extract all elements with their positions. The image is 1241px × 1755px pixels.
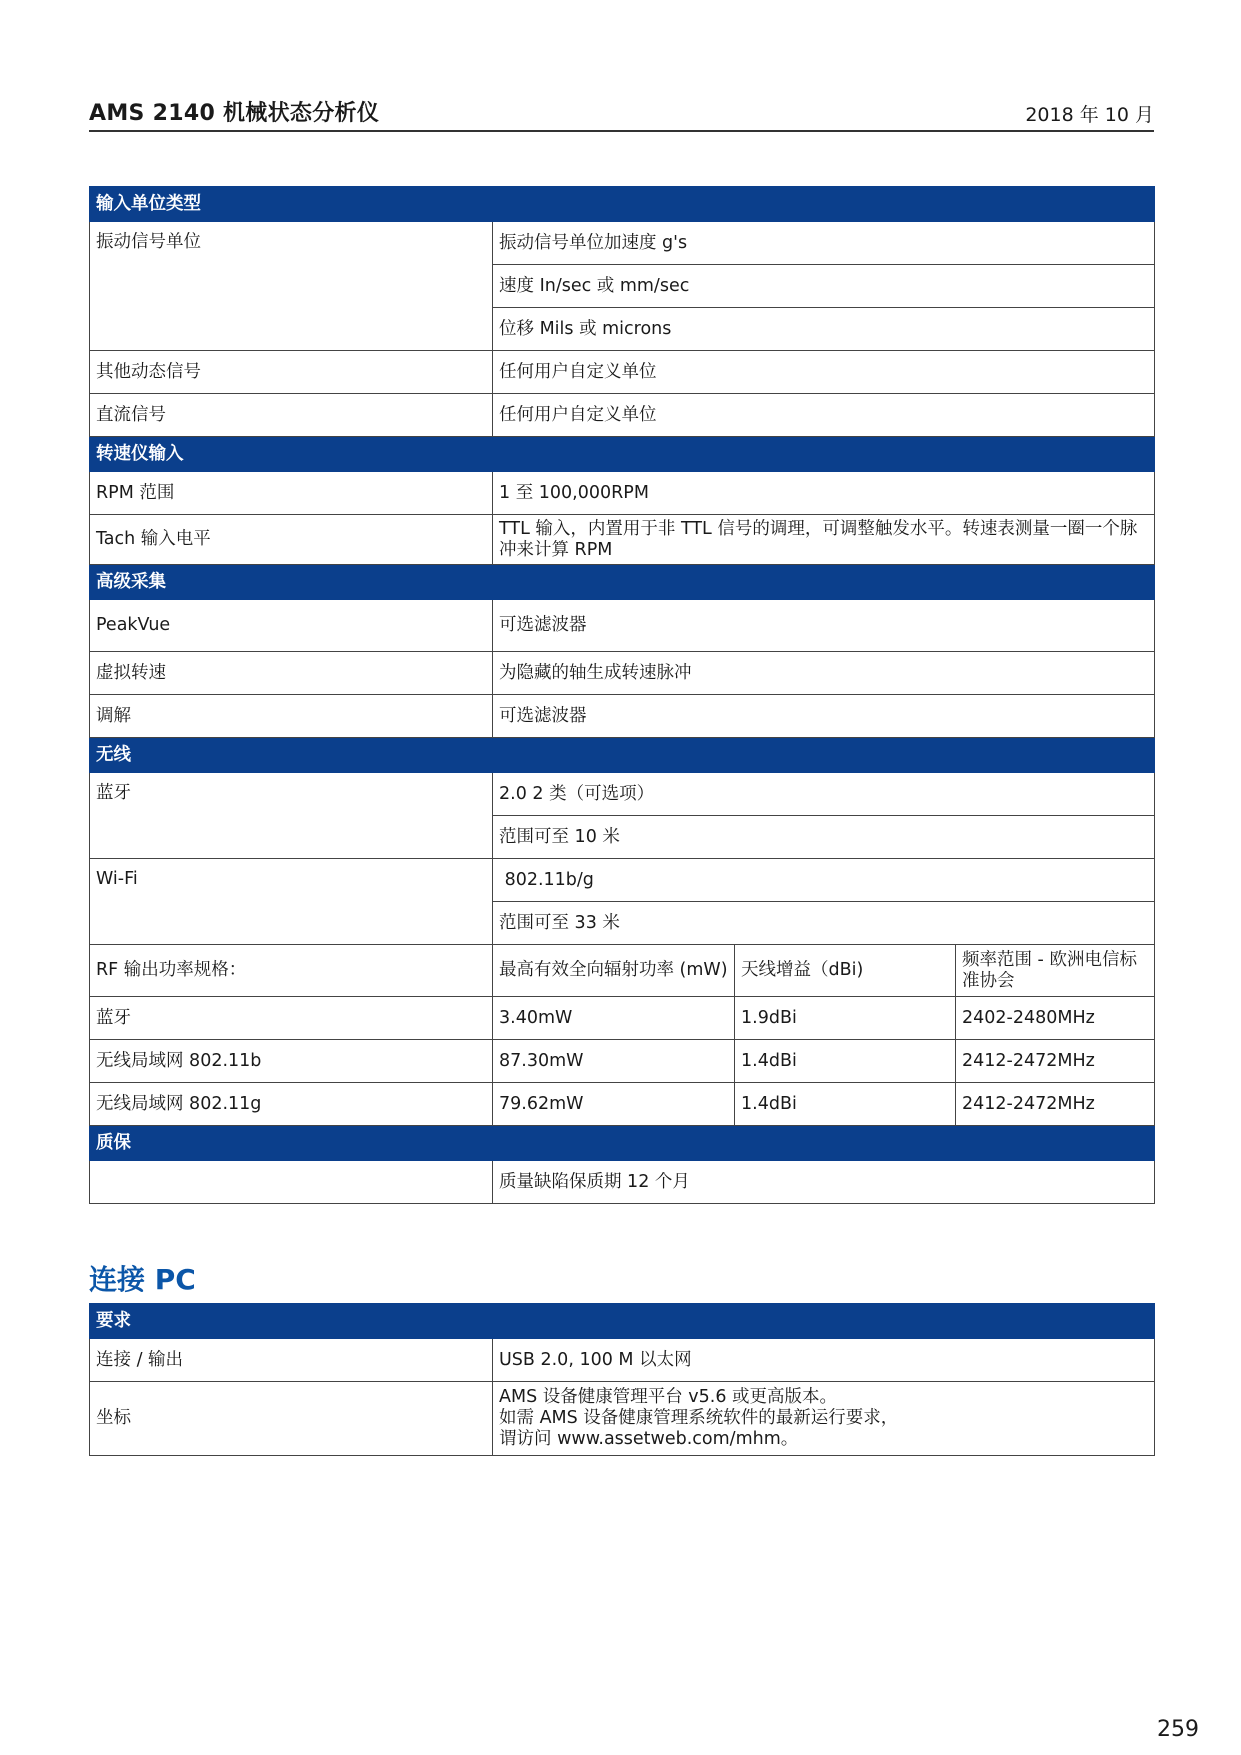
row-value: 可选滤波器: [493, 695, 1155, 738]
cell-power: 87.30mW: [493, 1040, 735, 1083]
row-label: Wi-Fi: [90, 859, 493, 945]
cell-frequency: 2412-2472MHz: [956, 1083, 1155, 1126]
row-label: 虚拟转速: [90, 652, 493, 695]
row-value: 范围可至 33 米: [493, 902, 1155, 945]
section-header-warranty: 质保: [90, 1126, 1155, 1161]
row-value: 可选滤波器: [493, 600, 1155, 652]
cell-gain: 1.4dBi: [735, 1040, 956, 1083]
row-value: 位移 Mils 或 microns: [493, 308, 1155, 351]
row-value: 1 至 100,000RPM: [493, 472, 1155, 515]
requirement-line: 如需 AMS 设备健康管理系统软件的最新运行要求，: [499, 1408, 899, 1428]
column-header: 频率范围 - 欧洲电信标准协会: [956, 945, 1155, 997]
row-label: 蓝牙: [90, 773, 493, 859]
requirement-line: 谓访问 www.assetweb.com/mhm。: [499, 1429, 799, 1449]
cell-gain: 1.4dBi: [735, 1083, 956, 1126]
section-header-tach-input: 转速仪输入: [90, 437, 1155, 472]
row-value: 振动信号单位加速度 g's: [493, 222, 1155, 265]
row-label: 无线局域网 802.11g: [90, 1083, 493, 1126]
row-label: 其他动态信号: [90, 351, 493, 394]
section-header-wireless: 无线: [90, 738, 1155, 773]
row-value: TTL 输入，内置用于非 TTL 信号的调理，可调整触发水平。转速表测量一圈一个脉冲来计算 RPM: [493, 515, 1155, 565]
row-label: 直流信号: [90, 394, 493, 437]
row-value: [493, 1382, 1155, 1456]
cell-gain: 1.9dBi: [735, 997, 956, 1040]
row-value: USB 2.0, 100 M 以太网: [493, 1339, 1155, 1382]
cell-frequency: 2412-2472MHz: [956, 1040, 1155, 1083]
page-number: 259: [1157, 1717, 1199, 1742]
requirement-line: AMS 设备健康管理平台 v5.6 或更高版本。: [499, 1387, 838, 1407]
table-row: [90, 997, 1155, 1040]
row-label: 调解: [90, 695, 493, 738]
row-label: 连接 / 输出: [90, 1339, 493, 1382]
row-label: [90, 1161, 493, 1204]
section-title-connect-pc: 连接 PC: [89, 1263, 196, 1296]
cell-frequency: 2402-2480MHz: [956, 997, 1155, 1040]
column-header: 最高有效全向辐射功率 (mW): [493, 945, 735, 997]
row-label: 振动信号单位: [90, 222, 493, 351]
column-header: 天线增益（dBi): [735, 945, 956, 997]
row-label: RPM 范围: [90, 472, 493, 515]
row-value: 802.11b/g: [493, 859, 1155, 902]
row-label: Tach 输入电平: [90, 515, 493, 565]
section-header-requirements: 要求: [90, 1304, 1155, 1339]
row-value: 2.0 2 类（可选项）: [493, 773, 1155, 816]
row-label: 坐标: [90, 1382, 493, 1456]
section-header-advanced-acquisition: 高级采集: [90, 565, 1155, 600]
row-value: 质量缺陷保质期 12 个月: [493, 1161, 1155, 1204]
cell-power: 3.40mW: [493, 997, 735, 1040]
section-header-input-units: 输入单位类型: [90, 187, 1155, 222]
table-row: [90, 1040, 1155, 1083]
page-header: [89, 96, 1154, 132]
specs-table: [89, 186, 1155, 1204]
row-label: RF 输出功率规格：: [90, 945, 493, 997]
row-value: 任何用户自定义单位: [493, 351, 1155, 394]
requirements-table: [89, 1303, 1155, 1456]
cell-power: 79.62mW: [493, 1083, 735, 1126]
row-value: 为隐藏的轴生成转速脉冲: [493, 652, 1155, 695]
document-title: AMS 2140 机械状态分析仪: [89, 101, 380, 126]
row-value: 任何用户自定义单位: [493, 394, 1155, 437]
table-row: [90, 1083, 1155, 1126]
row-label: 无线局域网 802.11b: [90, 1040, 493, 1083]
row-value: 速度 In/sec 或 mm/sec: [493, 265, 1155, 308]
row-label: 蓝牙: [90, 997, 493, 1040]
row-label: PeakVue: [90, 600, 493, 652]
row-value: 范围可至 10 米: [493, 816, 1155, 859]
document-date: 2018 年 10 月: [1025, 104, 1154, 126]
